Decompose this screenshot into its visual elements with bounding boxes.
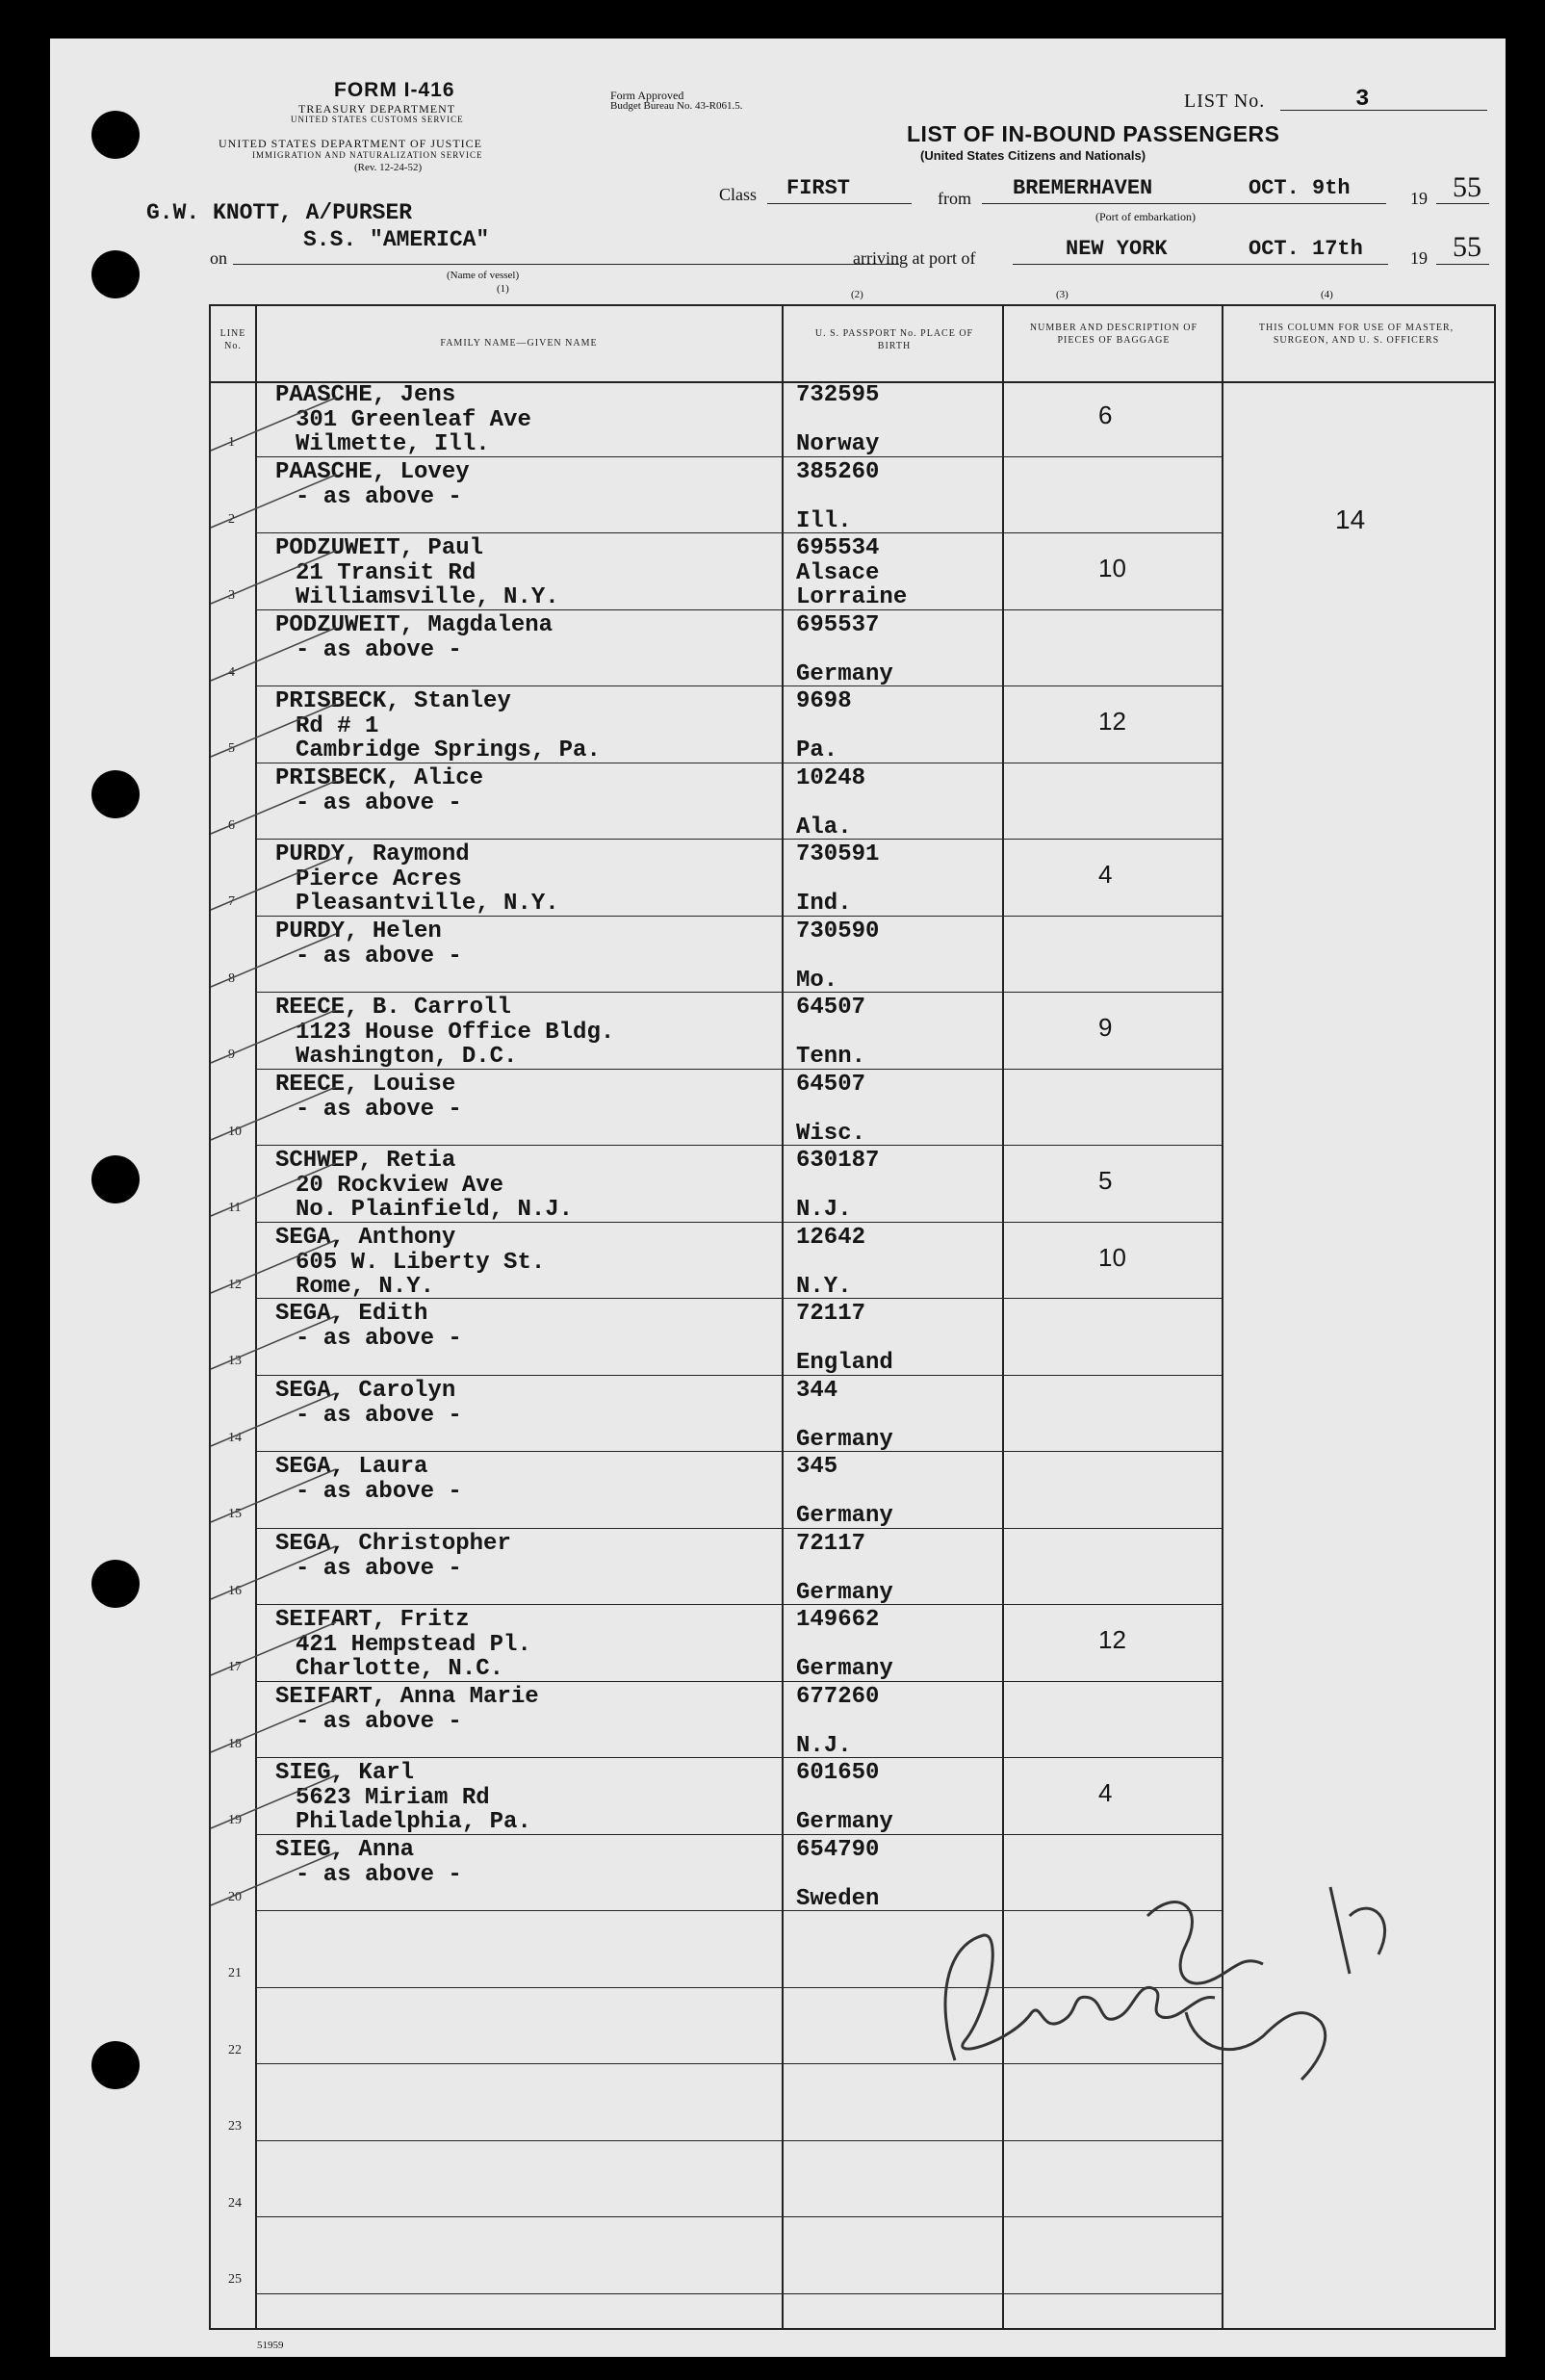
place-of-birth: Germany xyxy=(796,660,893,687)
check-mark xyxy=(201,546,346,613)
baggage-count: 6 xyxy=(1098,401,1113,429)
from-date: OCT. 9th xyxy=(1249,176,1351,200)
class-label: Class xyxy=(719,185,758,204)
line-number: 22 xyxy=(228,2042,242,2057)
from-port: BREMERHAVEN xyxy=(1013,176,1153,200)
passenger-address-2: Charlotte, N.C. xyxy=(296,1656,504,1682)
row-divider xyxy=(255,839,1223,840)
footer-code: 51959 xyxy=(257,2340,284,2351)
place-of-birth: Mo. xyxy=(796,967,838,994)
place-of-birth: Ill. xyxy=(796,507,852,534)
passenger-name: SIEG, Anna xyxy=(275,1836,415,1863)
place-of-birth: Germany xyxy=(796,1809,893,1835)
port-embarkation-caption: (Port of embarkation) xyxy=(1095,210,1196,223)
place-of-birth: Germany xyxy=(796,1503,893,1529)
row-divider xyxy=(255,2293,1223,2294)
passport-number: 385260 xyxy=(796,458,880,485)
check-mark xyxy=(201,1617,346,1685)
row-divider xyxy=(255,532,1223,533)
check-mark xyxy=(201,852,346,919)
col-header-passport: U. S. PASSPORT No. PLACE OF BIRTH xyxy=(814,328,974,351)
passenger-name: PODZUWEIT, Magdalena xyxy=(275,611,554,638)
passport-number: 730591 xyxy=(796,841,880,867)
passenger-address-1: - as above - xyxy=(296,943,462,970)
passenger-name: PURDY, Helen xyxy=(275,918,442,944)
passenger-address-1: 1123 House Office Bldg. xyxy=(296,1020,615,1046)
passport-number: 72117 xyxy=(796,1530,866,1557)
baggage-count: 12 xyxy=(1098,707,1126,736)
arrival-port: NEW YORK xyxy=(1066,237,1168,261)
passenger-name: PODZUWEIT, Paul xyxy=(275,535,484,561)
treasury-department: TREASURY DEPARTMENT xyxy=(298,102,456,116)
passport-number: 695534 xyxy=(796,535,880,561)
passenger-address-1: - as above - xyxy=(296,1708,462,1735)
list-no-label: LIST No. xyxy=(1184,91,1266,112)
passport-number: 695537 xyxy=(796,611,880,638)
punch-hole-6 xyxy=(91,2041,140,2089)
place-of-birth: Wisc. xyxy=(796,1120,866,1147)
passenger-address-1: - as above - xyxy=(296,636,462,663)
line-number: 17 xyxy=(228,1660,242,1674)
passenger-address-1: - as above - xyxy=(296,1479,462,1505)
baggage-count: 10 xyxy=(1098,554,1126,582)
passenger-name: PRISBECK, Stanley xyxy=(275,688,511,714)
passenger-name: SEGA, Christopher xyxy=(275,1530,511,1557)
passenger-name: SEGA, Carolyn xyxy=(275,1377,456,1404)
line-number: 4 xyxy=(228,664,235,680)
passenger-address-2: Philadelphia, Pa. xyxy=(296,1809,531,1835)
passenger-address-2: Washington, D.C. xyxy=(296,1044,518,1070)
line-number: 2 xyxy=(228,511,235,527)
passenger-address-1: 605 W. Liberty St. xyxy=(296,1249,546,1276)
passenger-name: REECE, B. Carroll xyxy=(275,995,511,1021)
check-mark xyxy=(201,1694,346,1762)
baggage-count: 10 xyxy=(1098,1242,1126,1272)
baggage-count: 12 xyxy=(1098,1625,1126,1654)
punch-hole-3 xyxy=(91,770,140,818)
immigration-service: IMMIGRATION AND NATURALIZATION SERVICE xyxy=(252,150,483,160)
check-mark xyxy=(201,623,346,690)
passenger-address-1: 20 Rockview Ave xyxy=(296,1173,504,1199)
check-mark xyxy=(201,1464,346,1532)
arrival-underline xyxy=(1013,264,1388,265)
passenger-address-1: 421 Hempstead Pl. xyxy=(296,1632,531,1658)
check-mark xyxy=(201,1158,346,1226)
check-mark xyxy=(201,1771,346,1838)
col-header-baggage: NUMBER AND DESCRIPTION OF PIECES OF BAGGAGE xyxy=(1029,323,1198,346)
purser-name: G.W. KNOTT, A/PURSER xyxy=(146,200,413,225)
baggage-count: 4 xyxy=(1098,1778,1113,1807)
passport-number: 10248 xyxy=(796,764,866,791)
passport-number: 345 xyxy=(796,1454,838,1480)
check-mark xyxy=(201,1388,346,1456)
check-mark xyxy=(201,1311,346,1379)
check-mark xyxy=(201,1235,346,1303)
row-divider xyxy=(255,992,1223,993)
row-divider xyxy=(255,1528,1223,1529)
row-divider xyxy=(255,1757,1223,1758)
passenger-address-1: - as above - xyxy=(296,1861,462,1888)
place-of-birth: Sweden xyxy=(796,1885,880,1912)
passenger-name: PAASCHE, Jens xyxy=(275,382,456,408)
passport-number: 654790 xyxy=(796,1836,880,1863)
check-mark xyxy=(201,393,346,460)
check-mark xyxy=(201,1541,346,1609)
punch-hole-2 xyxy=(91,250,140,298)
passenger-name: SEGA, Edith xyxy=(275,1301,428,1327)
place-of-birth: Germany xyxy=(796,1579,893,1606)
row-divider xyxy=(255,1451,1223,1452)
line-number: 5 xyxy=(228,741,235,756)
place-of-birth-2: Lorraine xyxy=(796,584,908,610)
list-no-value: 3 xyxy=(1355,87,1370,113)
passenger-name: SEGA, Anthony xyxy=(275,1224,456,1251)
line-number: 1 xyxy=(228,435,235,450)
place-of-birth: Pa. xyxy=(796,737,838,763)
check-mark xyxy=(201,699,346,766)
passport-number: 12642 xyxy=(796,1224,866,1251)
passport-number: 64507 xyxy=(796,995,866,1021)
passenger-address-1: 5623 Miriam Rd xyxy=(296,1785,490,1811)
check-mark xyxy=(201,1848,346,1915)
baggage-count: 9 xyxy=(1098,1013,1113,1042)
row-divider xyxy=(255,1604,1223,1605)
passenger-name: SEGA, Laura xyxy=(275,1454,428,1480)
place-of-birth: Alsace xyxy=(796,560,880,586)
place-of-birth: N.J. xyxy=(796,1197,852,1223)
col-number-1: (1) xyxy=(497,283,509,295)
baggage-count: 4 xyxy=(1098,860,1113,889)
passenger-address-2: Wilmette, Ill. xyxy=(296,431,490,457)
line-number: 3 xyxy=(228,588,235,603)
check-mark xyxy=(201,1082,346,1150)
passenger-address-1: - as above - xyxy=(296,1555,462,1582)
vessel-caption: (Name of vessel) xyxy=(447,270,520,281)
passenger-name: SEIFART, Fritz xyxy=(275,1607,470,1633)
passenger-address-2: Cambridge Springs, Pa. xyxy=(296,737,601,763)
punch-hole-1 xyxy=(91,111,140,159)
place-of-birth: N.J. xyxy=(796,1732,852,1759)
passport-number: 344 xyxy=(796,1377,838,1404)
row-divider xyxy=(255,2216,1223,2217)
manifest-title: LIST OF IN-BOUND PASSENGERS xyxy=(907,121,1280,146)
arriving-label: arriving at port of xyxy=(853,248,976,268)
place-of-birth: England xyxy=(796,1350,893,1376)
punch-hole-5 xyxy=(91,1560,140,1608)
line-number: 14 xyxy=(228,1430,242,1445)
arrival-date: OCT. 17th xyxy=(1249,237,1363,261)
col-number-3: (3) xyxy=(1056,289,1069,300)
check-mark xyxy=(201,929,346,996)
line-number: 24 xyxy=(228,2195,242,2211)
line-number: 21 xyxy=(228,1966,242,1980)
passenger-name: SIEG, Karl xyxy=(275,1760,415,1786)
vessel-underline xyxy=(233,264,899,265)
year-1: 55 xyxy=(1453,171,1481,203)
passenger-name: PRISBECK, Alice xyxy=(275,764,484,791)
from-label: from xyxy=(938,189,971,208)
line-number: 13 xyxy=(228,1354,242,1368)
passenger-address-1: - as above - xyxy=(296,483,462,510)
on-label: on xyxy=(210,248,227,268)
check-mark xyxy=(201,470,346,537)
line-number: 20 xyxy=(228,1889,242,1904)
line-number: 18 xyxy=(228,1736,242,1751)
passenger-name: SEIFART, Anna Marie xyxy=(275,1683,539,1710)
passenger-address-2: No. Plainfield, N.J. xyxy=(296,1197,574,1223)
passenger-address-1: - as above - xyxy=(296,1096,462,1123)
revision-date: (Rev. 12-24-52) xyxy=(354,162,423,173)
officer-note: 14 xyxy=(1335,504,1366,534)
budget-bureau: Budget Bureau No. 43-R061.5. xyxy=(610,100,743,112)
passenger-address-2: Pleasantville, N.Y. xyxy=(296,891,559,917)
line-number: 9 xyxy=(228,1048,235,1062)
passenger-address-1: 301 Greenleaf Ave xyxy=(296,407,531,433)
col-header-name: FAMILY NAME—GIVEN NAME xyxy=(440,338,598,349)
row-divider xyxy=(255,1145,1223,1146)
passenger-name: PAASCHE, Lovey xyxy=(275,458,470,485)
col-number-4: (4) xyxy=(1321,289,1333,300)
place-of-birth: Ind. xyxy=(796,891,852,917)
manifest-page xyxy=(50,39,1506,2357)
baggage-count: 5 xyxy=(1098,1166,1113,1195)
from-underline xyxy=(982,203,1386,204)
col-header-line-no: LINE No. xyxy=(219,328,246,351)
passenger-name: PURDY, Raymond xyxy=(275,841,470,867)
col-number-2: (2) xyxy=(851,289,863,300)
line-number: 11 xyxy=(228,1201,242,1215)
master-signature xyxy=(897,1772,1417,2157)
year-2: 55 xyxy=(1453,231,1481,263)
customs-service: UNITED STATES CUSTOMS SERVICE xyxy=(291,115,464,124)
form-approved: Form Approved xyxy=(610,89,684,102)
passenger-name: SCHWEP, Retia xyxy=(275,1148,456,1174)
line-number: 19 xyxy=(228,1813,242,1827)
passenger-address-1: 21 Transit Rd xyxy=(296,560,476,586)
manifest-subtitle: (United States Citizens and Nationals) xyxy=(920,148,1146,163)
place-of-birth: Norway xyxy=(796,431,880,457)
passport-number: 677260 xyxy=(796,1683,880,1710)
check-mark xyxy=(201,776,346,843)
passenger-address-2: Rome, N.Y. xyxy=(296,1273,435,1300)
class-value: FIRST xyxy=(786,176,851,200)
passenger-address-1: Rd # 1 xyxy=(296,713,379,739)
line-number: 15 xyxy=(228,1507,242,1521)
passenger-address-1: Pierce Acres xyxy=(296,867,462,892)
place-of-birth: N.Y. xyxy=(796,1273,852,1300)
passenger-address-2: Williamsville, N.Y. xyxy=(296,584,559,610)
col-header-officers: THIS COLUMN FOR USE OF MASTER, SURGEON, AND U. S. OFFICERS xyxy=(1258,323,1455,346)
class-underline xyxy=(767,203,912,204)
year-prefix-1: 19 xyxy=(1410,189,1428,208)
place-of-birth: Germany xyxy=(796,1426,893,1453)
form-number: FORM I-416 xyxy=(334,79,455,101)
passenger-address-1: - as above - xyxy=(296,1326,462,1352)
place-of-birth: Germany xyxy=(796,1656,893,1682)
passport-number: 732595 xyxy=(796,382,880,408)
check-mark xyxy=(201,1005,346,1073)
passenger-address-1: - as above - xyxy=(296,789,462,816)
line-number: 8 xyxy=(228,970,235,986)
passport-number: 601650 xyxy=(796,1760,880,1786)
line-number: 23 xyxy=(228,2119,242,2134)
passport-number: 630187 xyxy=(796,1148,880,1174)
line-number: 12 xyxy=(228,1277,242,1292)
line-number: 10 xyxy=(228,1124,242,1139)
line-number: 25 xyxy=(228,2272,242,2287)
year-underline-1 xyxy=(1436,203,1489,204)
place-of-birth: Ala. xyxy=(796,814,852,841)
year-prefix-2: 19 xyxy=(1410,248,1428,268)
line-number: 7 xyxy=(228,894,235,909)
punch-hole-4 xyxy=(91,1155,140,1203)
year-underline-2 xyxy=(1436,264,1489,265)
place-of-birth: Tenn. xyxy=(796,1044,866,1070)
passenger-name: REECE, Louise xyxy=(275,1071,456,1098)
department-of-justice: UNITED STATES DEPARTMENT OF JUSTICE xyxy=(219,137,483,150)
passenger-address-1: - as above - xyxy=(296,1402,462,1429)
passport-number: 9698 xyxy=(796,688,852,714)
passport-number: 64507 xyxy=(796,1071,866,1098)
passport-number: 730590 xyxy=(796,918,880,944)
line-number: 6 xyxy=(228,817,235,833)
vessel-name: S.S. "AMERICA" xyxy=(303,227,490,252)
passport-number: 149662 xyxy=(796,1607,880,1633)
row-divider xyxy=(255,1375,1223,1376)
list-no-underline xyxy=(1280,110,1487,111)
passport-number: 72117 xyxy=(796,1301,866,1327)
line-number: 16 xyxy=(228,1583,242,1598)
